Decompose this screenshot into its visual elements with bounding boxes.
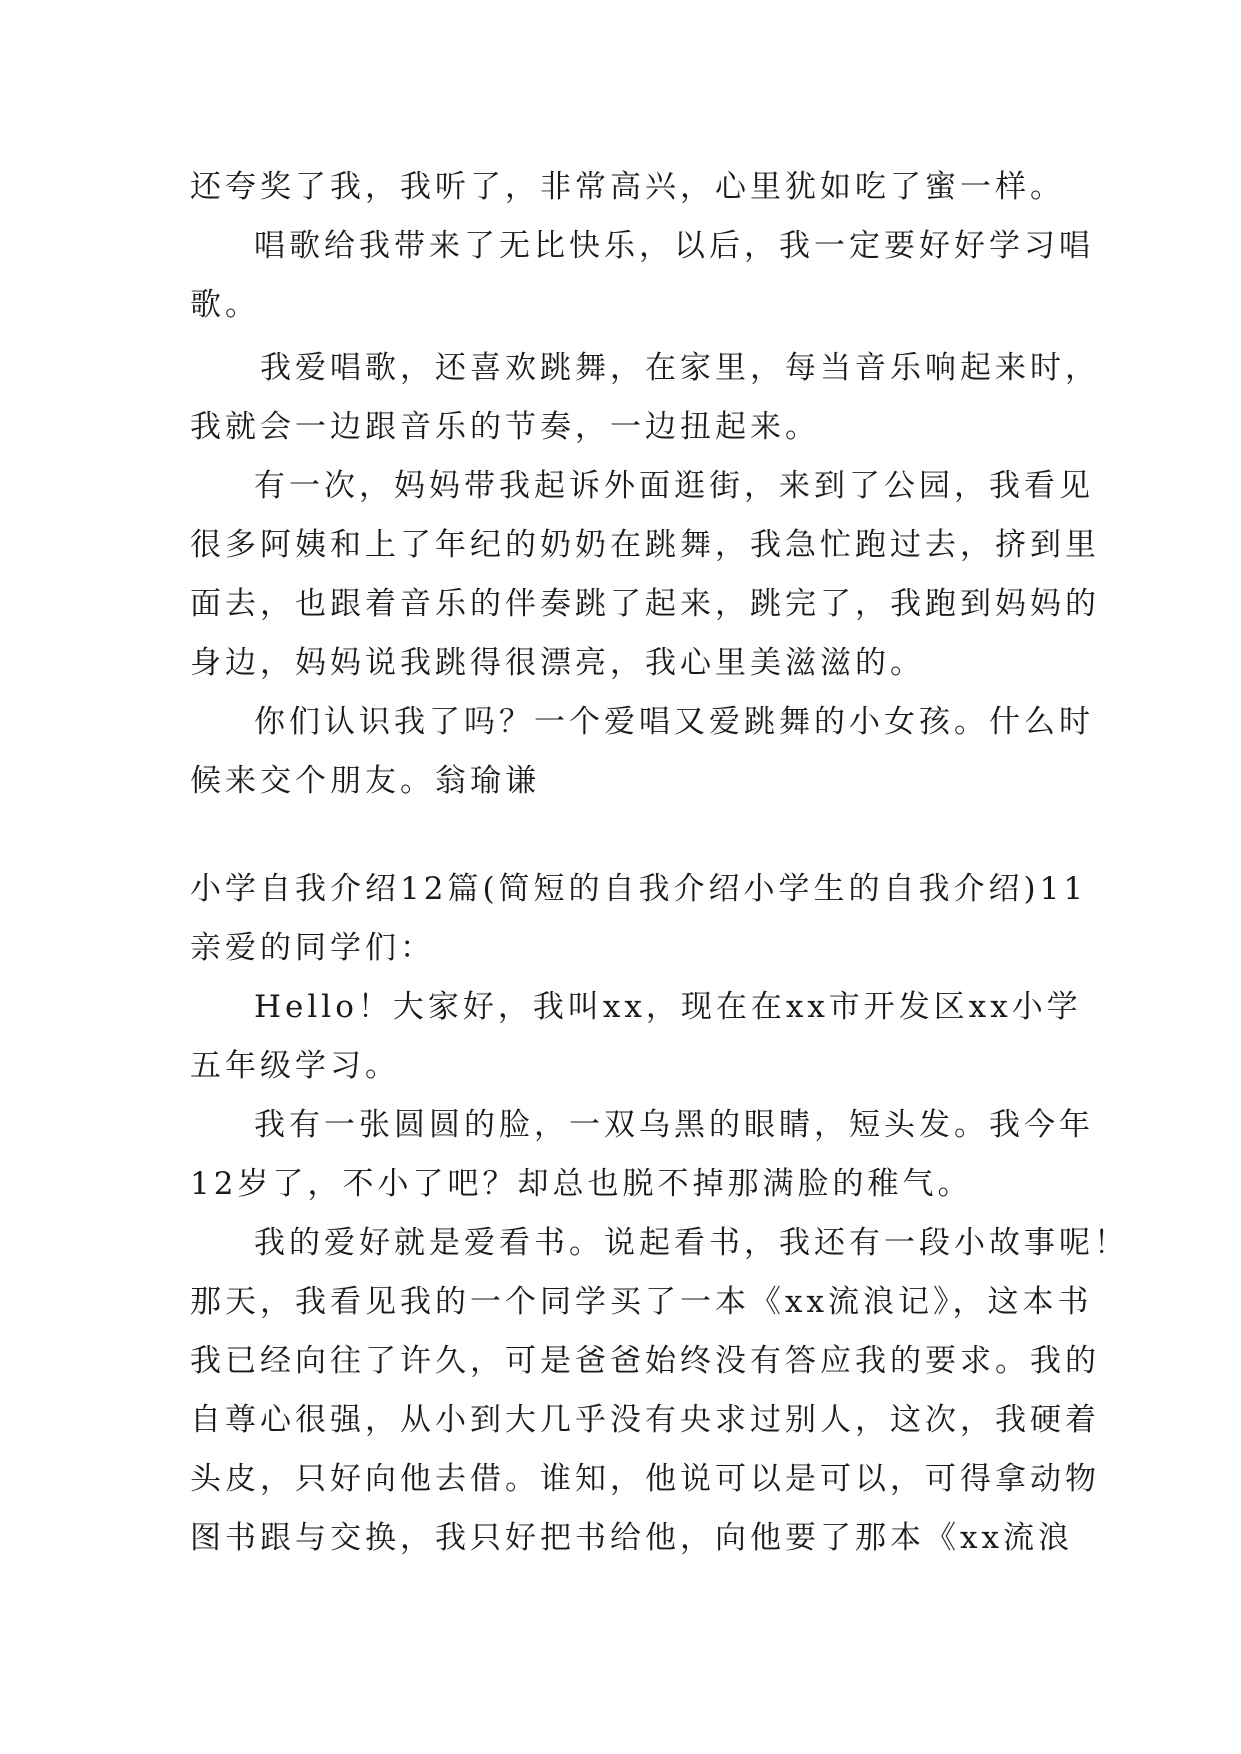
text-line: 自尊心很强，从小到大几乎没有央求过别人，这次，我硬着 [190,1402,1100,1438]
text-line: 还夸奖了我，我听了，非常高兴，心里犹如吃了蜜一样。 [190,169,1065,205]
text-line: 面去，也跟着音乐的伴奏跳了起来，跳完了，我跑到妈妈的 [190,586,1100,622]
text-line: 12岁了，不小了吧？却总也脱不掉那满脸的稚气。 [190,1166,973,1202]
text-line: Hello！大家好，我叫xx，现在在xx市开发区xx小学 [254,989,1082,1025]
text-line: 五年级学习。 [190,1048,400,1084]
text-line: 有一次，妈妈带我起诉外面逛街，来到了公园，我看见 [254,468,1094,504]
text-line: 很多阿姨和上了年纪的奶奶在跳舞，我急忙跑过去，挤到里 [190,527,1100,563]
text-line: 唱歌给我带来了无比快乐，以后，我一定要好好学习唱 [254,228,1094,264]
text-line: 我有一张圆圆的脸，一双乌黑的眼睛，短头发。我今年 [254,1107,1094,1143]
salutation: 亲爱的同学们： [190,930,435,966]
text-line: 你们认识我了吗？一个爱唱又爱跳舞的小女孩。什么时 [254,704,1094,740]
text-line: 身边，妈妈说我跳得很漂亮，我心里美滋滋的。 [190,645,925,681]
text-line: 我爱唱歌，还喜欢跳舞，在家里，每当音乐响起来时， [260,350,1100,386]
text-line: 候来交个朋友。翁瑜谦 [190,763,540,799]
text-line: 歌。 [190,287,260,323]
section-heading: 小学自我介绍12篇(简短的自我介绍小学生的自我介绍)11 [190,871,1088,907]
text-line: 我的爱好就是爱看书。说起看书，我还有一段小故事呢！ [254,1225,1129,1261]
text-line: 我已经向往了许久，可是爸爸始终没有答应我的要求。我的 [190,1343,1100,1379]
text-line: 我就会一边跟音乐的节奏，一边扭起来。 [190,409,820,445]
text-line: 图书跟与交换，我只好把书给他，向他要了那本《xx流浪 [190,1520,1073,1556]
text-line: 头皮，只好向他去借。谁知，他说可以是可以，可得拿动物 [190,1461,1100,1497]
text-line: 那天，我看见我的一个同学买了一本《xx流浪记》，这本书 [190,1284,1093,1320]
